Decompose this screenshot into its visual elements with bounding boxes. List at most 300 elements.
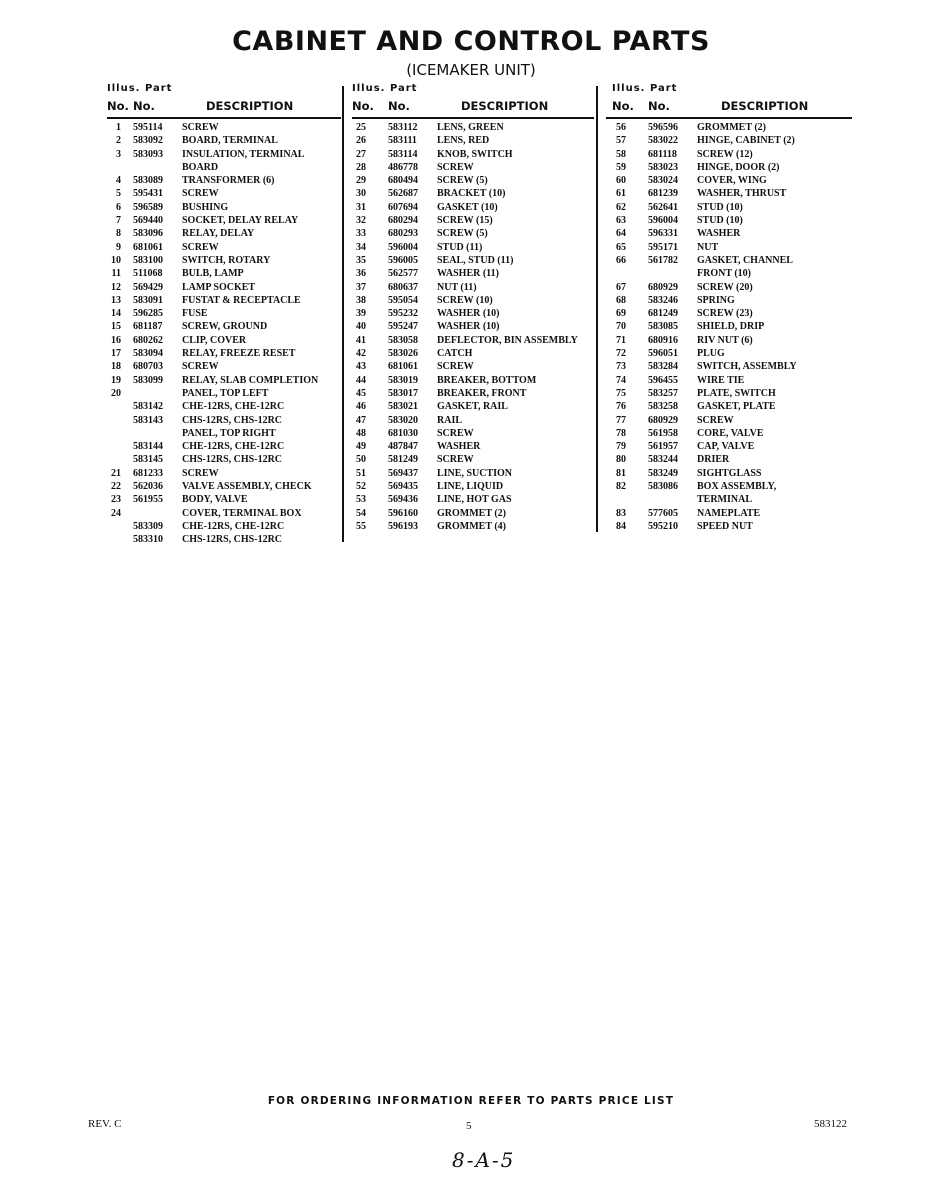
table-row (352, 348, 594, 361)
part-description: BULB, LAMP (182, 268, 244, 280)
illus-number: 50 (356, 454, 366, 466)
table-row (107, 481, 341, 494)
part-number: 487847 (388, 441, 418, 453)
table-row (606, 282, 852, 295)
table-row (107, 388, 341, 401)
table-row (107, 348, 341, 361)
part-number: 583111 (388, 135, 417, 147)
part-description: HINGE, CABINET (2) (697, 135, 795, 147)
part-description: CATCH (437, 348, 473, 360)
table-row (606, 149, 852, 162)
table-row (352, 428, 594, 441)
table-row (352, 415, 594, 428)
table-row (352, 122, 594, 135)
part-description: CHE-12RS, CHE-12RC (182, 520, 285, 532)
table-row (107, 335, 341, 348)
illus-number: 79 (616, 441, 626, 453)
table-row (352, 268, 594, 281)
part-description: KNOB, SWITCH (437, 148, 513, 160)
part-number: 583099 (133, 374, 163, 386)
part-description: SCREW (10) (437, 294, 493, 306)
part-number: 562577 (388, 268, 418, 280)
part-description: PLUG (697, 348, 725, 360)
part-description: FUSE (182, 308, 208, 320)
page-title: CABINET AND CONTROL PARTS (232, 26, 710, 57)
table-row (606, 175, 852, 188)
illus-number: 33 (356, 228, 366, 240)
part-number: 583145 (133, 454, 163, 466)
part-number: 561957 (648, 441, 678, 453)
illus-number: 55 (356, 520, 366, 532)
illus-number: 7 (116, 215, 121, 227)
table-row (352, 481, 594, 494)
table-row (107, 122, 341, 135)
illus-number: 25 (356, 122, 366, 133)
header-illus-part: Illus. Part (107, 83, 173, 94)
part-number: 680494 (388, 175, 418, 187)
header-part-no: No. (133, 99, 155, 113)
table-row (107, 149, 341, 162)
part-description: CHS-12RS, CHS-12RC (182, 414, 283, 426)
illus-number: 83 (616, 507, 626, 519)
part-description: BOX ASSEMBLY, (697, 481, 777, 493)
part-number: 562641 (648, 201, 678, 213)
part-description: GROMMET (2) (697, 122, 766, 133)
part-number: 583244 (648, 454, 678, 466)
part-number: 583093 (133, 148, 163, 160)
illus-number: 21 (111, 467, 121, 479)
table-row (606, 401, 852, 414)
part-number: 577605 (648, 507, 678, 519)
part-description: WASHER (10) (437, 308, 500, 320)
illus-number: 29 (356, 175, 366, 187)
part-number: 595054 (388, 294, 418, 306)
table-row (107, 508, 341, 521)
part-number: 595431 (133, 188, 163, 200)
part-description: NUT (697, 241, 719, 253)
part-number: 583258 (648, 401, 678, 413)
table-row (107, 415, 341, 428)
part-number: 596455 (648, 374, 678, 386)
part-number: 583026 (388, 348, 418, 360)
part-description: CHS-12RS, CHS-12RC (182, 534, 283, 546)
table-row (352, 401, 594, 414)
revision-label: REV. C (88, 1118, 122, 1130)
table-row (107, 162, 341, 175)
illus-number: 30 (356, 188, 366, 200)
part-description: WIRE TIE (697, 374, 745, 386)
part-number: 596051 (648, 348, 678, 360)
illus-number: 52 (356, 481, 366, 493)
table-row (606, 441, 852, 454)
table-row (107, 308, 341, 321)
illus-number: 41 (356, 334, 366, 346)
table-row (606, 388, 852, 401)
table-row (107, 521, 341, 534)
table-row (606, 415, 852, 428)
part-description: SOCKET, DELAY RELAY (182, 215, 299, 227)
part-number: 596331 (648, 228, 678, 240)
part-number: 581249 (388, 454, 418, 466)
part-description: CORE, VALVE (697, 427, 764, 439)
part-number: 583021 (388, 401, 418, 413)
table-row (107, 228, 341, 241)
table-row (352, 468, 594, 481)
column-headers (107, 99, 341, 115)
table-row (606, 255, 852, 268)
part-description: RELAY, DELAY (182, 228, 255, 240)
illus-number: 26 (356, 135, 366, 147)
table-row (352, 388, 594, 401)
part-description: LENS, RED (437, 135, 490, 147)
part-number: 569437 (388, 467, 418, 479)
part-number: 681118 (648, 148, 677, 160)
illus-number: 51 (356, 467, 366, 479)
part-number: 596005 (388, 254, 418, 266)
part-number: 583249 (648, 467, 678, 479)
part-description: CHE-12RS, CHE-12RC (182, 401, 285, 413)
part-number: 561958 (648, 427, 678, 439)
illus-number: 38 (356, 294, 366, 306)
part-description: SHIELD, DRIP (697, 321, 765, 333)
part-number: 583024 (648, 175, 678, 187)
part-number: 562036 (133, 481, 163, 493)
part-description: SCREW (437, 454, 474, 466)
part-description: FRONT (10) (697, 268, 751, 280)
part-number: 583019 (388, 374, 418, 386)
illus-number: 59 (616, 161, 626, 173)
handwritten-note: 8-A-5 (452, 1148, 516, 1172)
illus-number: 39 (356, 308, 366, 320)
table-row (606, 188, 852, 201)
table-row (606, 268, 852, 281)
part-number: 583246 (648, 294, 678, 306)
part-description: STUD (10) (697, 215, 743, 227)
illus-number: 12 (111, 281, 121, 293)
part-description: SWITCH, ROTARY (182, 254, 271, 266)
table-row (606, 508, 852, 521)
part-number: 583144 (133, 441, 163, 453)
header-illus-part: Illus. Part (612, 83, 678, 94)
part-number: 583142 (133, 401, 163, 413)
table-row (107, 268, 341, 281)
part-description: WASHER (11) (437, 268, 499, 280)
illus-number: 15 (111, 321, 121, 333)
illus-number: 9 (116, 241, 121, 253)
parts-column-3 (606, 83, 852, 534)
illus-number: 34 (356, 241, 366, 253)
header-illus-no: No. (107, 99, 129, 113)
illus-number: 40 (356, 321, 366, 333)
part-description: LAMP SOCKET (182, 281, 256, 293)
illus-number: 82 (616, 481, 626, 493)
part-description: GROMMET (4) (437, 520, 506, 532)
table-row (107, 441, 341, 454)
illus-number: 58 (616, 148, 626, 160)
table-row (352, 162, 594, 175)
part-number: 583309 (133, 520, 163, 532)
header-part-no: No. (648, 99, 670, 113)
part-description: SCREW (182, 188, 219, 200)
table-row (107, 428, 341, 441)
illus-number: 16 (111, 334, 121, 346)
part-number: 681233 (133, 467, 163, 479)
part-number: 680637 (388, 281, 418, 293)
illus-number: 76 (616, 401, 626, 413)
illus-number: 37 (356, 281, 366, 293)
part-description: GASKET, RAIL (437, 401, 508, 413)
parts-column-2 (352, 83, 594, 534)
part-description: WASHER (697, 228, 741, 240)
table-row (606, 521, 852, 534)
part-number: 595171 (648, 241, 678, 253)
illus-number: 84 (616, 520, 626, 532)
part-description: SCREW (697, 414, 734, 426)
table-row (107, 282, 341, 295)
table-row (606, 228, 852, 241)
table-row (352, 321, 594, 334)
table-row (107, 321, 341, 334)
header-part-no: No. (388, 99, 410, 113)
illus-number: 77 (616, 414, 626, 426)
part-number: 583085 (648, 321, 678, 333)
part-number: 596160 (388, 507, 418, 519)
illus-number: 8 (116, 228, 121, 240)
part-description: INSULATION, TERMINAL (182, 148, 305, 160)
table-row (352, 215, 594, 228)
part-description: COVER, WING (697, 175, 767, 187)
illus-number: 66 (616, 254, 626, 266)
part-number: 583284 (648, 361, 678, 373)
illus-number: 19 (111, 374, 121, 386)
table-row (107, 255, 341, 268)
table-row (107, 534, 341, 547)
table-row (352, 149, 594, 162)
table-row (606, 202, 852, 215)
part-number: 569440 (133, 215, 163, 227)
table-row (606, 428, 852, 441)
illus-number: 62 (616, 201, 626, 213)
part-number: 561955 (133, 494, 163, 506)
illus-number: 80 (616, 454, 626, 466)
part-number: 486778 (388, 161, 418, 173)
illus-number: 3 (116, 148, 121, 160)
illus-number: 46 (356, 401, 366, 413)
part-description: BREAKER, FRONT (437, 387, 527, 399)
part-number: 681187 (133, 321, 163, 333)
illus-number: 57 (616, 135, 626, 147)
illus-number: 65 (616, 241, 626, 253)
part-description: BRACKET (10) (437, 188, 506, 200)
part-description: LINE, SUCTION (437, 467, 513, 479)
part-description: DRIER (697, 454, 730, 466)
illus-number: 53 (356, 494, 366, 506)
page-subtitle: (ICEMAKER UNIT) (406, 61, 536, 79)
illus-number: 1 (116, 122, 121, 133)
part-description: CHE-12RS, CHE-12RC (182, 441, 285, 453)
part-description: WASHER (10) (437, 321, 500, 333)
table-row (352, 308, 594, 321)
header-rule (606, 117, 852, 119)
part-description: SCREW (437, 161, 474, 173)
part-description: PANEL, TOP RIGHT (182, 427, 276, 439)
table-row (352, 508, 594, 521)
part-description: RELAY, SLAB COMPLETION (182, 374, 319, 386)
illus-number: 5 (116, 188, 121, 200)
illus-number: 81 (616, 467, 626, 479)
part-description: SIGHTGLASS (697, 467, 762, 479)
table-row (352, 228, 594, 241)
part-description: VALVE ASSEMBLY, CHECK (182, 481, 312, 493)
illus-number: 64 (616, 228, 626, 240)
part-description: RIV NUT (6) (697, 334, 753, 346)
table-row (107, 361, 341, 374)
part-description: SCREW (12) (697, 148, 753, 160)
illus-number: 75 (616, 387, 626, 399)
header-illus-no: No. (612, 99, 634, 113)
table-row (606, 375, 852, 388)
header-illus-part: Illus. Part (352, 83, 418, 94)
part-number: 607694 (388, 201, 418, 213)
illus-number: 32 (356, 215, 366, 227)
part-description: GASKET (10) (437, 201, 498, 213)
table-row (606, 361, 852, 374)
table-row (107, 188, 341, 201)
part-description: BOARD (182, 161, 219, 173)
part-description: NUT (11) (437, 281, 477, 293)
illus-number: 63 (616, 215, 626, 227)
table-row (606, 295, 852, 308)
illus-number: 6 (116, 201, 121, 213)
table-row (107, 202, 341, 215)
part-description: SCREW (20) (697, 281, 753, 293)
table-row (352, 135, 594, 148)
part-number: 596004 (388, 241, 418, 253)
part-number: 595232 (388, 308, 418, 320)
illus-number: 27 (356, 148, 366, 160)
part-number: 583020 (388, 414, 418, 426)
part-number: 596193 (388, 520, 418, 532)
table-row (352, 494, 594, 507)
illus-number: 18 (111, 361, 121, 373)
header-illus-no: No. (352, 99, 374, 113)
part-description: HINGE, DOOR (2) (697, 161, 780, 173)
part-description: SEAL, STUD (11) (437, 254, 514, 266)
table-row (606, 454, 852, 467)
part-number: 583017 (388, 387, 418, 399)
illus-number: 48 (356, 427, 366, 439)
illus-number: 11 (111, 268, 121, 280)
part-number: 596596 (648, 122, 678, 133)
ordering-note: FOR ORDERING INFORMATION REFER TO PARTS PRICE LIST (267, 1095, 675, 1107)
illus-number: 14 (111, 308, 121, 320)
part-description: BREAKER, BOTTOM (437, 374, 537, 386)
part-description: BUSHING (182, 201, 229, 213)
part-number: 583257 (648, 387, 678, 399)
table-row (352, 375, 594, 388)
illus-number: 49 (356, 441, 366, 453)
part-description: SCREW (182, 467, 219, 479)
part-description: LINE, LIQUID (437, 481, 504, 493)
part-number: 680916 (648, 334, 678, 346)
table-row (606, 348, 852, 361)
part-description: RAIL (437, 414, 463, 426)
part-number: 595210 (648, 520, 678, 532)
part-number: 583086 (648, 481, 678, 493)
table-row (606, 494, 852, 507)
illus-number: 20 (111, 387, 121, 399)
part-description: SWITCH, ASSEMBLY (697, 361, 797, 373)
part-description: SCREW, GROUND (182, 321, 268, 333)
illus-number: 61 (616, 188, 626, 200)
part-number: 511068 (133, 268, 163, 280)
part-number: 680262 (133, 334, 163, 346)
part-number: 680929 (648, 414, 678, 426)
illus-number: 71 (616, 334, 626, 346)
part-description: PANEL, TOP LEFT (182, 387, 269, 399)
part-description: TERMINAL (697, 494, 753, 506)
illus-number: 72 (616, 348, 626, 360)
table-row (352, 521, 594, 534)
part-description: FUSTAT & RECEPTACLE (182, 294, 301, 306)
part-number: 596004 (648, 215, 678, 227)
part-description: WASHER (437, 441, 481, 453)
illus-number: 74 (616, 374, 626, 386)
part-number: 681061 (388, 361, 418, 373)
illus-number: 69 (616, 308, 626, 320)
illus-number: 44 (356, 374, 366, 386)
table-row (352, 202, 594, 215)
part-number: 681249 (648, 308, 678, 320)
illus-number: 28 (356, 161, 366, 173)
part-number: 562687 (388, 188, 418, 200)
page-number: 5 (466, 1120, 472, 1132)
illus-number: 70 (616, 321, 626, 333)
part-number: 680293 (388, 228, 418, 240)
part-description: STUD (10) (697, 201, 743, 213)
part-number: 583022 (648, 135, 678, 147)
part-description: COVER, TERMINAL BOX (182, 507, 302, 519)
table-row (107, 468, 341, 481)
part-description: SPEED NUT (697, 520, 753, 532)
part-number: 583100 (133, 254, 163, 266)
column-divider (596, 86, 598, 532)
part-number: 583092 (133, 135, 163, 147)
illus-number: 43 (356, 361, 366, 373)
part-description: GROMMET (2) (437, 507, 506, 519)
table-row (107, 494, 341, 507)
header-description: DESCRIPTION (206, 99, 294, 113)
table-row (352, 282, 594, 295)
part-description: NAMEPLATE (697, 507, 761, 519)
part-description: LINE, HOT GAS (437, 494, 512, 506)
part-number: 569429 (133, 281, 163, 293)
table-row (606, 308, 852, 321)
table-row (352, 175, 594, 188)
table-row (606, 468, 852, 481)
part-number: 596285 (133, 308, 163, 320)
part-description: CHS-12RS, CHS-12RC (182, 454, 283, 466)
table-row (352, 361, 594, 374)
table-row (352, 335, 594, 348)
column-headers (352, 99, 594, 115)
part-description: CLIP, COVER (182, 334, 247, 346)
part-description: GASKET, PLATE (697, 401, 776, 413)
part-description: STUD (11) (437, 241, 483, 253)
column-headers (606, 99, 852, 115)
table-row (606, 321, 852, 334)
illus-number: 45 (356, 387, 366, 399)
